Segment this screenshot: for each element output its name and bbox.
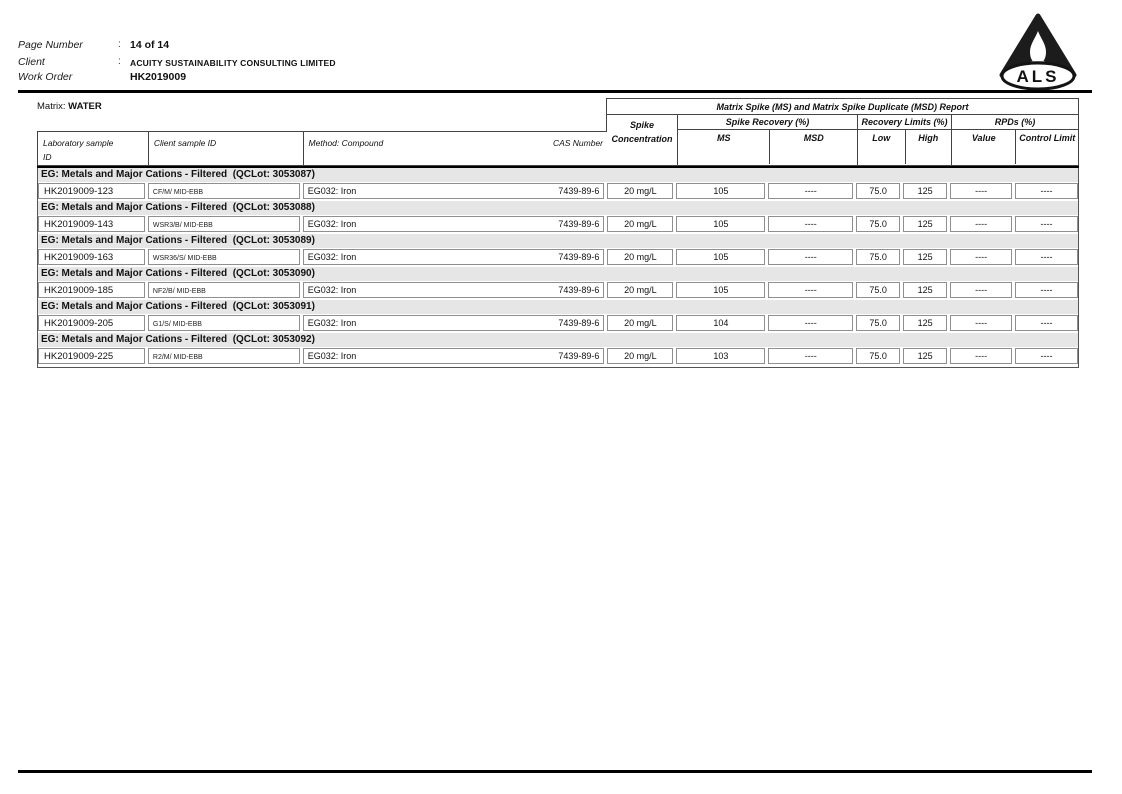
als-logo-icon: [997, 12, 1079, 90]
qc-group-header: EG: Metals and Major Cations - Filtered (QCLot: 3053089): [38, 234, 1078, 248]
cell-msd-recovery: ----: [768, 216, 853, 232]
cell-method-cas: [303, 249, 605, 265]
qc-group-header: EG: Metals and Major Cations - Filtered (QCLot: 3053087): [38, 168, 1078, 182]
cell-rpd-control-limit: ----: [1015, 216, 1078, 232]
method-compound: EG032: Iron: [307, 252, 357, 262]
separator-colon: :: [118, 56, 121, 67]
cell-rpd-value: ----: [950, 315, 1012, 331]
cell-rpd-value: ----: [950, 216, 1012, 232]
als-logo: [997, 12, 1079, 90]
table-header-left: [37, 131, 607, 166]
cell-ms-recovery: 105: [676, 183, 765, 199]
qc-group-header: EG: Metals and Major Cations - Filtered (QCLot: 3053090): [38, 267, 1078, 281]
matrix-label: Matrix:: [37, 101, 66, 112]
cell-method-cas: [303, 216, 605, 232]
cell-ms-recovery: 105: [676, 249, 765, 265]
cell-ms-recovery: 105: [676, 216, 765, 232]
cell-limit-high: 125: [903, 348, 947, 364]
cell-method-cas: [303, 348, 605, 364]
table-row: [38, 348, 1078, 364]
cas-number: 7439-89-6: [558, 285, 600, 295]
table-row: [38, 216, 1078, 232]
table-header-right: [606, 98, 1079, 166]
col-ms: MS: [716, 133, 731, 143]
col-value: Value: [971, 133, 996, 143]
col-low: Low: [872, 133, 891, 143]
table-title: Matrix Spike (MS) and Matrix Spike Duplicate (MSD) Report: [607, 99, 1078, 115]
cell-limit-high: 125: [903, 249, 947, 265]
cell-rpd-value: ----: [950, 348, 1012, 364]
col-lab-line1: Laboratory sample: [43, 138, 114, 148]
cell-spike-concentration: 20 mg/L: [607, 348, 673, 364]
cell-limit-high: 125: [903, 315, 947, 331]
qc-group: [38, 201, 1078, 232]
cas-number: 7439-89-6: [558, 351, 600, 361]
col-high: High: [905, 130, 952, 164]
cell-lab-sample-id: HK2019009-225: [38, 348, 145, 364]
cell-rpd-value: ----: [950, 183, 1012, 199]
qc-group-header: EG: Metals and Major Cations - Filtered (QCLot: 3053092): [38, 333, 1078, 347]
cell-lab-sample-id: HK2019009-123: [38, 183, 145, 199]
cell-rpd-control-limit: ----: [1015, 249, 1078, 265]
cell-spike-concentration: 20 mg/L: [607, 183, 673, 199]
cell-method-cas: [303, 183, 605, 199]
col-cas-number: CAS Number: [552, 138, 604, 148]
cell-lab-sample-id: HK2019009-163: [38, 249, 145, 265]
method-compound: EG032: Iron: [307, 219, 357, 229]
client-label: Client: [18, 56, 45, 68]
method-compound: EG032: Iron: [307, 318, 357, 328]
method-compound: EG032: Iron: [307, 186, 357, 196]
separator-colon: :: [118, 39, 121, 50]
cas-number: 7439-89-6: [558, 252, 600, 262]
cell-spike-concentration: 20 mg/L: [607, 315, 673, 331]
cell-rpd-value: ----: [950, 282, 1012, 298]
qc-group: [38, 333, 1078, 364]
svg-text:ALS: ALS: [1016, 67, 1060, 86]
cell-limit-low: 75.0: [856, 183, 900, 199]
cell-ms-recovery: 104: [676, 315, 765, 331]
cell-method-cas: [303, 315, 605, 331]
col-lab-line2: ID: [43, 152, 52, 162]
qc-group-header: EG: Metals and Major Cations - Filtered (QCLot: 3053088): [38, 201, 1078, 215]
table-body: [37, 168, 1079, 368]
cell-ms-recovery: 103: [676, 348, 765, 364]
cell-msd-recovery: ----: [768, 348, 853, 364]
cell-limit-low: 75.0: [856, 249, 900, 265]
colgroup-rpds: [951, 115, 1078, 165]
cell-msd-recovery: ----: [768, 315, 853, 331]
col-control-limit: Control Limit: [1015, 130, 1078, 164]
cell-spike-concentration: 20 mg/L: [607, 216, 673, 232]
col-recovery-limits: Recovery Limits (%): [858, 115, 951, 130]
method-compound: EG032: Iron: [307, 285, 357, 295]
colgroup-spike-recovery: [677, 115, 857, 165]
col-spike-line1: Spike: [629, 120, 654, 130]
colgroup-recovery-limits: [857, 115, 951, 165]
col-laboratory-sample-id: [38, 132, 148, 165]
work-order-value: HK2019009: [130, 71, 187, 83]
cell-rpd-control-limit: ----: [1015, 315, 1078, 331]
cell-limit-low: 75.0: [856, 216, 900, 232]
cell-method-cas: [303, 282, 605, 298]
qc-group: [38, 168, 1078, 199]
table-row: [38, 249, 1078, 265]
cell-rpd-control-limit: ----: [1015, 183, 1078, 199]
cell-spike-concentration: 20 mg/L: [607, 282, 673, 298]
cell-limit-high: 125: [903, 183, 947, 199]
table-row: [38, 315, 1078, 331]
cell-client-sample-id: G1/S/ MID-EBB: [148, 315, 300, 331]
cell-limit-high: 125: [903, 216, 947, 232]
cell-client-sample-id: NF2/B/ MID-EBB: [148, 282, 300, 298]
cell-client-sample-id: R2/M/ MID-EBB: [148, 348, 300, 364]
cell-rpd-value: ----: [950, 249, 1012, 265]
qc-group: [38, 300, 1078, 331]
cell-ms-recovery: 105: [676, 282, 765, 298]
table-row: [38, 282, 1078, 298]
cell-msd-recovery: ----: [768, 282, 853, 298]
cell-lab-sample-id: HK2019009-205: [38, 315, 145, 331]
ms-msd-report-table: [37, 98, 1079, 368]
col-spike-line2: Concentration: [611, 134, 673, 144]
header-divider: [18, 90, 1092, 93]
col-method-cas: [303, 132, 607, 165]
table-header-columns: [607, 115, 1078, 165]
page-number-value: 14 of 14: [130, 39, 170, 51]
footer-divider: [18, 770, 1092, 773]
qc-group: [38, 267, 1078, 298]
cell-client-sample-id: WSR3/B/ MID-EBB: [148, 216, 300, 232]
cell-limit-low: 75.0: [856, 348, 900, 364]
cell-limit-low: 75.0: [856, 282, 900, 298]
qc-group-header: EG: Metals and Major Cations - Filtered (QCLot: 3053091): [38, 300, 1078, 314]
cell-rpd-control-limit: ----: [1015, 348, 1078, 364]
cell-msd-recovery: ----: [768, 249, 853, 265]
method-compound: EG032: Iron: [307, 351, 357, 361]
cell-rpd-control-limit: ----: [1015, 282, 1078, 298]
col-msd: MSD: [769, 130, 857, 164]
cell-msd-recovery: ----: [768, 183, 853, 199]
page-number-label: Page Number: [18, 39, 83, 51]
col-client-sample-id: Client sample ID: [148, 132, 303, 165]
table-row: [38, 183, 1078, 199]
matrix-value: WATER: [68, 101, 102, 112]
col-rpds: RPDs (%): [952, 115, 1078, 130]
cas-number: 7439-89-6: [558, 318, 600, 328]
cell-spike-concentration: 20 mg/L: [607, 249, 673, 265]
cas-number: 7439-89-6: [558, 219, 600, 229]
cell-client-sample-id: CF/M/ MID-EBB: [148, 183, 300, 199]
client-value: ACUITY SUSTAINABILITY CONSULTING LIMITED: [130, 58, 336, 68]
work-order-label: Work Order: [18, 71, 73, 83]
col-spike-recovery: Spike Recovery (%): [678, 115, 857, 130]
col-spike-concentration: [607, 115, 677, 165]
cell-limit-low: 75.0: [856, 315, 900, 331]
cell-lab-sample-id: HK2019009-185: [38, 282, 145, 298]
cell-limit-high: 125: [903, 282, 947, 298]
qc-group: [38, 234, 1078, 265]
cell-lab-sample-id: HK2019009-143: [38, 216, 145, 232]
cell-client-sample-id: WSR36/S/ MID-EBB: [148, 249, 300, 265]
col-method-compound: Method: Compound: [308, 138, 384, 148]
cas-number: 7439-89-6: [558, 186, 600, 196]
